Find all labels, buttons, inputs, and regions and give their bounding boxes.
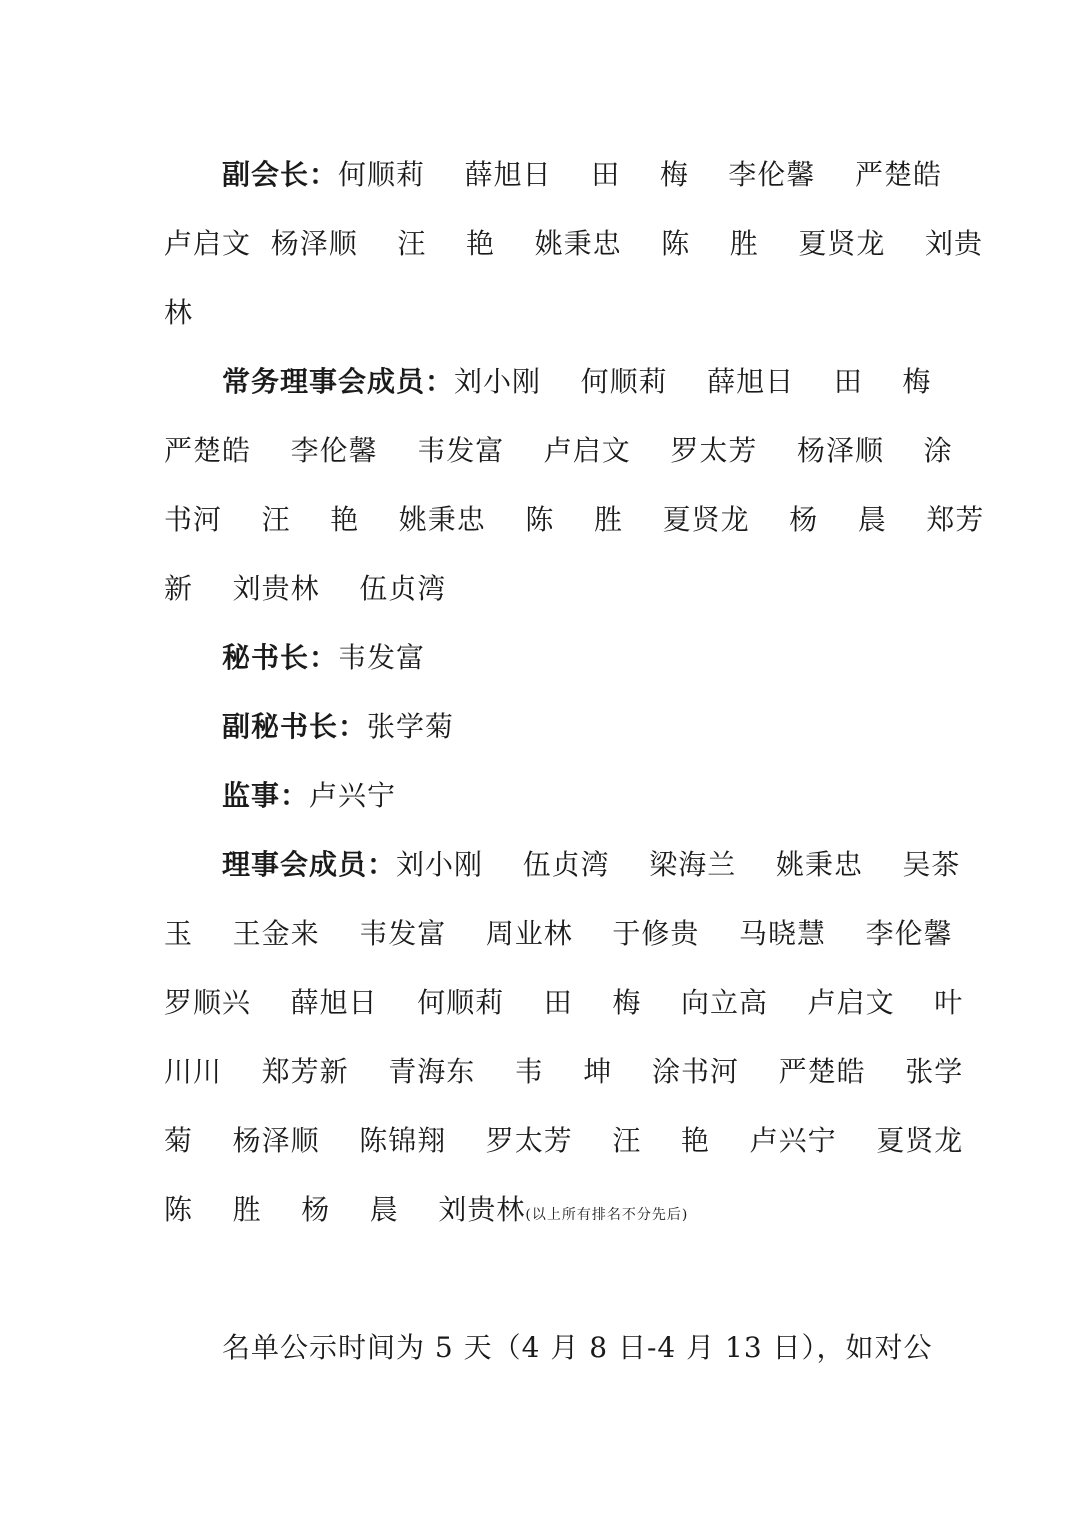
deputy-secretary-general-line bbox=[222, 710, 454, 744]
standing-council-line-4: 新 刘贵林 伍贞湾 bbox=[164, 572, 447, 605]
vice-president-line-3: 林 bbox=[164, 296, 194, 329]
supervisor-label: 监事： bbox=[222, 779, 310, 812]
standing-council-label: 常务理事会成员： bbox=[222, 365, 455, 398]
deputy-secretary-general-name: 张学菊 bbox=[367, 710, 455, 743]
notice-paragraph: 名单公示时间为 5 天（4 月 8 日-4 月 13 日），如对公 bbox=[222, 1331, 933, 1364]
council-names-6: 陈 胜 杨 晨 刘贵林 bbox=[164, 1193, 526, 1226]
council-names-1: 刘小刚 伍贞湾 梁海兰 姚秉忠 吴茶 bbox=[396, 848, 961, 881]
vice-president-line-1 bbox=[222, 158, 942, 192]
secretary-general-name: 韦发富 bbox=[338, 641, 426, 674]
vice-president-label: 副会长： bbox=[222, 158, 339, 191]
standing-council-names-1: 刘小刚 何顺莉 薛旭日 田 梅 bbox=[454, 365, 932, 398]
deputy-secretary-general-label: 副秘书长： bbox=[222, 710, 368, 743]
council-line-1 bbox=[222, 848, 960, 882]
secretary-general-line bbox=[222, 641, 425, 675]
standing-council-line-2: 严楚皓 李伦馨 韦发富 卢启文 罗太芳 杨泽顺 涂 bbox=[164, 434, 953, 467]
supervisor-line bbox=[222, 779, 396, 813]
council-line-3: 罗顺兴 薛旭日 何顺莉 田 梅 向立高 卢启文 叶 bbox=[164, 986, 964, 1019]
secretary-general-label: 秘书长： bbox=[222, 641, 339, 674]
council-label: 理事会成员： bbox=[222, 848, 397, 881]
vice-president-line-2: 卢启文 杨泽顺 汪 艳 姚秉忠 陈 胜 夏贤龙 刘贵 bbox=[164, 227, 984, 260]
standing-council-line-3: 书河 汪 艳 姚秉忠 陈 胜 夏贤龙 杨 晨 郑芳 bbox=[164, 503, 985, 536]
vice-president-names-1: 何顺莉 薛旭日 田 梅 李伦馨 严楚皓 bbox=[338, 158, 943, 191]
council-line-2: 玉 王金来 韦发富 周业林 于修贵 马晓慧 李伦馨 bbox=[164, 917, 953, 950]
council-line-6 bbox=[164, 1193, 688, 1232]
standing-council-line-1 bbox=[222, 365, 931, 399]
council-line-4: 川川 郑芳新 青海东 韦 坤 涂书河 严楚皓 张学 bbox=[164, 1055, 964, 1088]
council-line-5: 菊 杨泽顺 陈锦翔 罗太芳 汪 艳 卢兴宁 夏贤龙 bbox=[164, 1124, 964, 1157]
ranking-note: (以上所有排名不分先后) bbox=[525, 1207, 689, 1223]
supervisor-name: 卢兴宁 bbox=[309, 779, 397, 812]
